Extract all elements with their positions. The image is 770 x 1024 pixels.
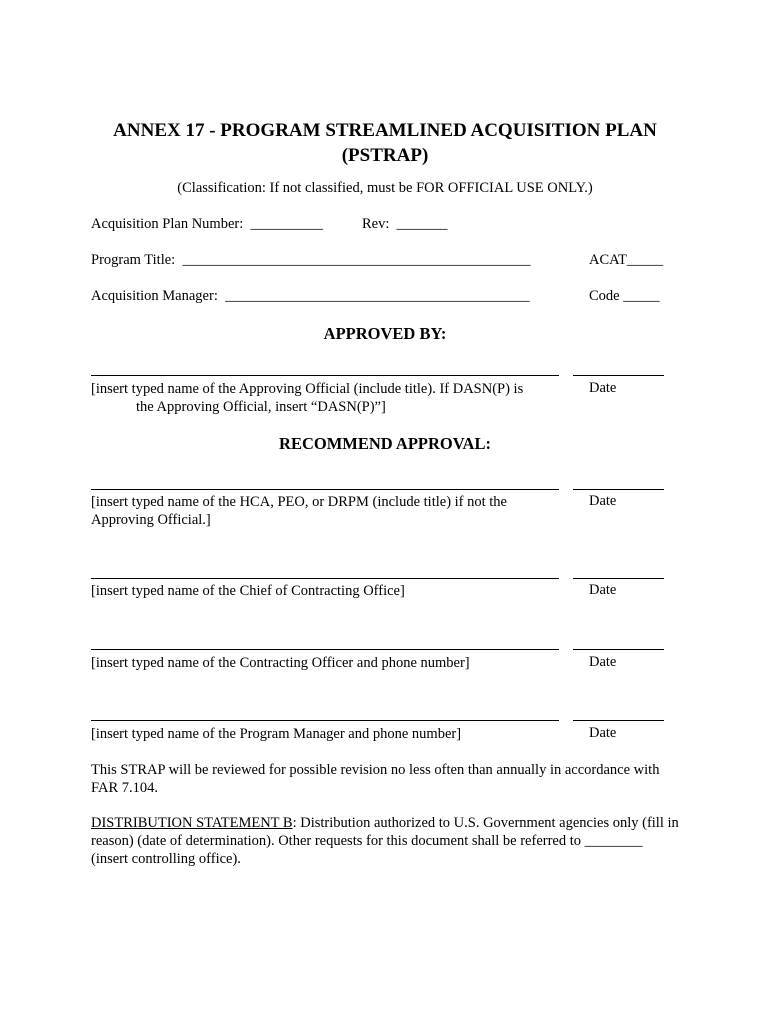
rev-field: Rev: _______ xyxy=(362,216,448,232)
contracting-officer-date-line xyxy=(573,649,664,650)
chief-signature-line xyxy=(91,578,559,579)
program-manager-date-label: Date xyxy=(589,725,617,741)
chief-text: [insert typed name of the Chief of Contracting Office] xyxy=(91,583,405,599)
title-line-1: ANNEX 17 - PROGRAM STREAMLINED ACQUISITION PLAN xyxy=(113,120,657,141)
plan-number-field: Acquisition Plan Number: __________ xyxy=(91,216,323,232)
classification-note: (Classification: If not classified, must be FOR OFFICIAL USE ONLY.) xyxy=(177,180,593,196)
chief-date-label: Date xyxy=(589,582,617,598)
contracting-officer-date-label: Date xyxy=(589,654,617,670)
approving-official-line-2: the Approving Official, insert “DASN(P)”] xyxy=(136,399,386,415)
approving-date-label: Date xyxy=(589,380,617,396)
distribution-label: DISTRIBUTION STATEMENT B xyxy=(91,815,293,831)
review-statement: This STRAP will be reviewed for possible revision no less often than annually in accordance with FAR 7.104. xyxy=(91,762,660,796)
contracting-officer-text: [insert typed name of the Contracting Officer and phone number] xyxy=(91,655,470,671)
acquisition-manager-field: Acquisition Manager: __________________________________________ xyxy=(91,288,530,304)
approving-official-text xyxy=(91,380,561,416)
hca-text xyxy=(91,493,561,529)
program-title-field: Program Title: ________________________________________________ xyxy=(91,252,531,268)
approving-date-line xyxy=(573,375,664,376)
document-title xyxy=(60,118,710,168)
hca-signature-line xyxy=(91,489,559,490)
approved-by-heading: APPROVED BY: xyxy=(323,324,447,343)
recommend-approval-heading: RECOMMEND APPROVAL: xyxy=(279,434,491,453)
approving-official-line-1: [insert typed name of the Approving Official (include title). If DASN(P) is xyxy=(91,381,524,397)
code-field: Code _____ xyxy=(589,288,660,304)
contracting-officer-signature-line xyxy=(91,649,559,650)
acat-field: ACAT_____ xyxy=(589,252,664,268)
approving-signature-line xyxy=(91,375,559,376)
hca-line-2: Approving Official.] xyxy=(91,512,211,528)
title-line-2: (PSTRAP) xyxy=(341,145,429,166)
program-manager-signature-line xyxy=(91,720,559,721)
hca-line-1: [insert typed name of the HCA, PEO, or DRPM (include title) if not the xyxy=(91,494,507,510)
program-manager-date-line xyxy=(573,720,664,721)
distribution-text: : Distribution authorized to U.S. Government agencies only (fill in reason) (date of determination). Other requests for this document shall be referred to ________ (insert controlling office). xyxy=(91,815,679,867)
distribution-statement xyxy=(91,814,681,868)
program-manager-text: [insert typed name of the Program Manager and phone number] xyxy=(91,726,462,742)
hca-date-line xyxy=(573,489,664,490)
chief-date-line xyxy=(573,578,664,579)
hca-date-label: Date xyxy=(589,493,617,509)
